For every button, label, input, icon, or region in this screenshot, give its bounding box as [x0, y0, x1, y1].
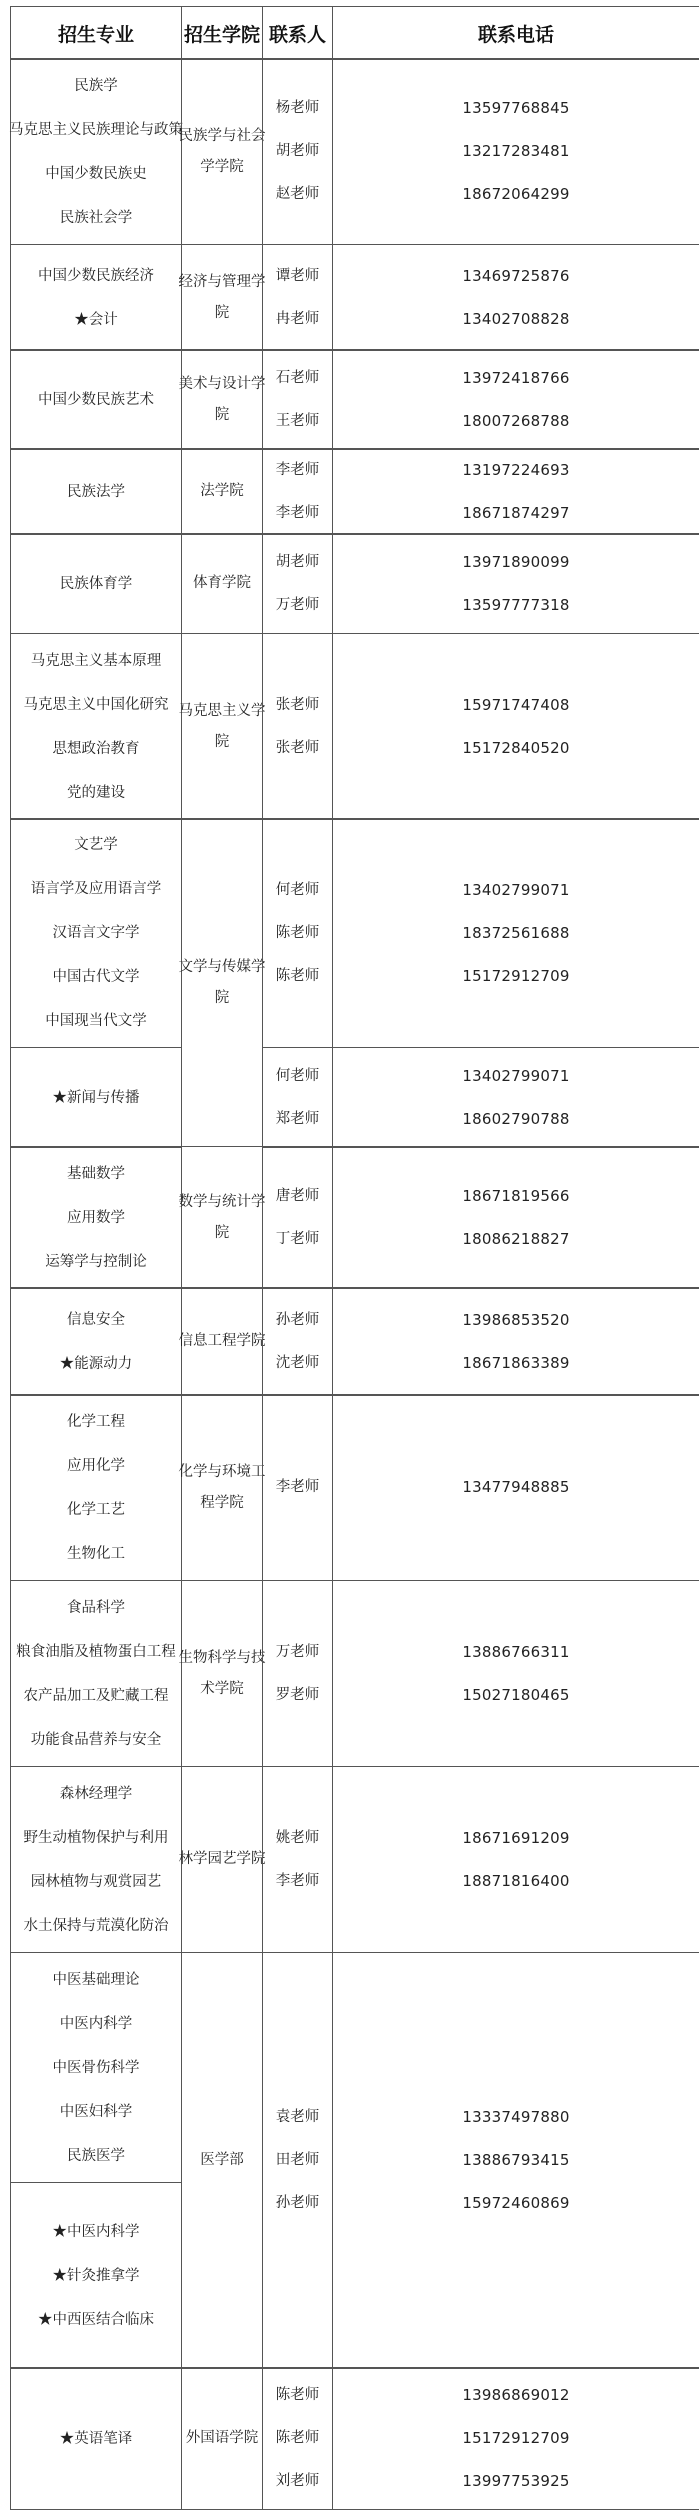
major-name: 民族体育学	[59, 575, 133, 592]
college-name: 美术与设计学院	[178, 375, 266, 423]
header-major: 招生专业	[10, 6, 182, 60]
major-cell	[10, 2182, 182, 2369]
major-name: 基础数学	[67, 1165, 125, 1182]
major-name: ★新闻与传播	[52, 1089, 140, 1106]
major-name: 马克思主义中国化研究	[23, 696, 169, 713]
college-name: 法学院	[200, 483, 244, 499]
major-name: 森林经理学	[59, 1785, 133, 1802]
college-cell	[178, 1766, 266, 1953]
major-name: 水土保持与荒漠化防治	[23, 1917, 169, 1934]
header-phone: 联系电话	[332, 6, 699, 60]
contact-name: 何老师	[275, 881, 320, 898]
major-name: 中国少数民族艺术	[38, 391, 154, 408]
major-name: 马克思主义民族理论与政策	[9, 121, 183, 138]
phone-number: 13997753925	[462, 2472, 570, 2490]
contact-name: 田老师	[275, 2152, 320, 2168]
contact-name: 丁老师	[275, 1230, 320, 1247]
phone-number: 18086218827	[462, 1229, 570, 1248]
college-cell	[178, 1580, 266, 1767]
phone-number: 13986869012	[462, 2386, 570, 2404]
contact-name: 谭老师	[275, 267, 320, 284]
college-name: 化学与环境工程学院	[178, 1463, 266, 1511]
contact-cell	[262, 533, 333, 634]
contact-name: 冉老师	[275, 310, 320, 327]
college-cell	[181, 1952, 263, 2369]
phone-number: 15172912709	[462, 2429, 570, 2447]
phone-number: 13402799071	[462, 880, 570, 899]
phone-number: 13477948885	[462, 1478, 570, 1496]
phone-number: 15172912709	[462, 966, 570, 985]
college-name: 信息工程学院	[178, 1333, 266, 1349]
contact-name: 沈老师	[275, 1354, 320, 1371]
major-cell	[10, 533, 182, 634]
phone-number: 13597768845	[462, 99, 570, 117]
contact-name: 赵老师	[275, 186, 320, 202]
major-name: 民族法学	[67, 483, 125, 500]
college-cell	[178, 58, 266, 245]
major-name: 园林植物与观赏园艺	[30, 1873, 162, 1890]
phone-number: 13986853520	[462, 1310, 570, 1329]
contact-name: 李老师	[275, 504, 320, 521]
contact-name: 李老师	[275, 1479, 320, 1495]
phone-number: 13972418766	[462, 368, 570, 387]
phone-number: 13886793415	[462, 2151, 570, 2169]
contact-name: 石老师	[275, 369, 320, 386]
major-name: 食品科学	[67, 1599, 125, 1616]
phone-cell	[332, 1952, 699, 2369]
major-name: ★中医内科学	[52, 2223, 140, 2240]
phone-number: 15972460869	[462, 2194, 570, 2212]
major-name: 党的建设	[67, 784, 125, 801]
college-cell	[181, 2367, 263, 2510]
contact-cell	[262, 1394, 333, 1581]
contact-name: 胡老师	[275, 553, 320, 570]
college-cell	[178, 818, 266, 1147]
major-name: ★英语笔译	[59, 2430, 133, 2447]
major-name: ★针灸推拿学	[52, 2267, 140, 2284]
phone-cell	[332, 349, 699, 450]
college-cell	[178, 1394, 266, 1581]
phone-cell	[332, 1394, 699, 1581]
contact-name: 刘老师	[275, 2473, 320, 2489]
major-name: 民族学	[74, 77, 118, 94]
phone-number: 13337497880	[462, 2108, 570, 2126]
contact-name: 罗老师	[275, 1686, 320, 1703]
contact-name: 唐老师	[275, 1187, 320, 1204]
major-name: 中医骨伤科学	[52, 2059, 140, 2076]
phone-number: 13886766311	[462, 1642, 570, 1661]
major-cell	[10, 633, 182, 820]
college-cell	[181, 448, 263, 535]
college-cell	[181, 533, 263, 634]
major-cell	[10, 349, 182, 450]
phone-number: 13402708828	[462, 309, 570, 328]
contact-name: 李老师	[275, 461, 320, 478]
major-name: 运筹学与控制论	[45, 1253, 147, 1270]
contact-name: 杨老师	[275, 100, 320, 116]
phone-number: 18671874297	[462, 503, 570, 522]
major-name: 中医内科学	[59, 2015, 133, 2032]
major-cell	[10, 448, 182, 535]
major-cell	[10, 1047, 182, 1148]
major-name: 粮食油脂及植物蛋白工程	[16, 1643, 176, 1660]
phone-number: 18871816400	[462, 1871, 570, 1890]
major-name: 信息安全	[67, 1311, 125, 1328]
phone-cell	[332, 2367, 699, 2510]
phone-number: 13597777318	[462, 595, 570, 614]
header-contact: 联系人	[262, 6, 333, 60]
major-name: 野生动植物保护与利用	[23, 1829, 169, 1846]
contact-name: 万老师	[275, 1643, 320, 1660]
phone-number: 13971890099	[462, 552, 570, 571]
contact-name: 万老师	[275, 596, 320, 613]
contact-cell	[262, 1766, 333, 1953]
major-cell	[10, 2367, 182, 2510]
college-name: 经济与管理学院	[178, 273, 266, 321]
major-name: 农产品加工及贮藏工程	[23, 1687, 169, 1704]
contact-name: 陈老师	[275, 2430, 320, 2446]
major-name: 应用化学	[67, 1457, 125, 1474]
major-cell	[10, 1580, 182, 1767]
contact-cell	[262, 244, 333, 351]
major-name: 化学工艺	[67, 1501, 125, 1518]
major-name: ★中西医结合临床	[38, 2311, 154, 2328]
phone-number: 15971747408	[462, 695, 570, 714]
contact-name: 孙老师	[275, 2195, 320, 2211]
major-name: 民族社会学	[59, 209, 133, 226]
college-name: 马克思主义学院	[178, 702, 266, 750]
phone-number: 15027180465	[462, 1685, 570, 1704]
contact-cell	[262, 349, 333, 450]
major-name: 化学工程	[67, 1413, 125, 1430]
contact-cell	[262, 818, 333, 1048]
college-name: 体育学院	[193, 575, 251, 591]
phone-cell	[332, 533, 699, 634]
phone-number: 18007268788	[462, 411, 570, 430]
major-cell	[10, 1952, 182, 2183]
header-college: 招生学院	[181, 6, 263, 60]
major-name: 功能食品营养与安全	[30, 1731, 162, 1748]
major-cell	[10, 58, 182, 245]
contact-name: 孙老师	[275, 1311, 320, 1328]
major-name: 中国少数民族史	[45, 165, 147, 182]
contact-cell	[262, 633, 333, 820]
phone-cell	[332, 1580, 699, 1767]
phone-number: 15172840520	[462, 738, 570, 757]
college-cell	[178, 244, 266, 351]
college-name: 林学园艺学院	[178, 1851, 266, 1867]
major-name: ★会计	[74, 311, 118, 328]
college-name: 民族学与社会学学院	[178, 127, 266, 175]
major-name: 中国古代文学	[52, 969, 140, 985]
contact-name: 胡老师	[275, 143, 320, 159]
college-name: 医学部	[200, 2152, 244, 2168]
phone-number: 18602790788	[462, 1109, 570, 1128]
major-cell	[10, 1287, 182, 1396]
phone-cell	[332, 1766, 699, 1953]
contact-name: 姚老师	[275, 1829, 320, 1846]
college-name: 外国语学院	[185, 2430, 259, 2446]
phone-number: 13197224693	[462, 460, 570, 479]
contact-name: 王老师	[275, 412, 320, 429]
major-name: 中医妇科学	[59, 2103, 133, 2120]
phone-cell	[332, 1146, 699, 1289]
phone-number: 13402799071	[462, 1066, 570, 1085]
phone-cell	[332, 1047, 699, 1148]
major-name: 语言学及应用语言学	[30, 881, 162, 897]
major-cell	[10, 244, 182, 351]
major-cell	[10, 1766, 182, 1953]
college-name: 生物科学与技术学院	[178, 1649, 266, 1697]
phone-cell	[332, 58, 699, 245]
contact-name: 张老师	[275, 696, 320, 713]
contact-cell	[262, 1580, 333, 1767]
major-name: 中国现当代文学	[45, 1013, 147, 1029]
college-cell	[178, 349, 266, 450]
contact-name: 陈老师	[275, 967, 320, 984]
contact-cell	[262, 2367, 333, 2510]
major-cell	[10, 818, 182, 1048]
major-name: 思想政治教育	[52, 740, 140, 757]
major-name: 中医基础理论	[52, 1971, 140, 1988]
phone-number: 18671819566	[462, 1186, 570, 1205]
phone-number: 18671691209	[462, 1828, 570, 1847]
contact-cell	[262, 1047, 333, 1148]
contact-name: 袁老师	[275, 2109, 320, 2125]
contact-name: 郑老师	[275, 1110, 320, 1127]
contact-cell	[262, 1952, 333, 2369]
major-cell	[10, 1394, 182, 1581]
phone-cell	[332, 244, 699, 351]
phone-cell	[332, 448, 699, 535]
contact-name: 何老师	[275, 1067, 320, 1084]
enrollment-contact-table	[10, 6, 699, 2510]
phone-number: 13469725876	[462, 266, 570, 285]
major-name: 民族医学	[67, 2147, 125, 2164]
phone-number: 18672064299	[462, 185, 570, 203]
contact-cell	[262, 1287, 333, 1396]
contact-cell	[262, 58, 333, 245]
phone-cell	[332, 633, 699, 820]
college-name: 文学与传媒学院	[178, 958, 266, 1006]
contact-name: 李老师	[275, 1872, 320, 1889]
phone-number: 18372561688	[462, 923, 570, 942]
phone-number: 13217283481	[462, 142, 570, 160]
phone-number: 18671863389	[462, 1353, 570, 1372]
major-name: 应用数学	[67, 1209, 125, 1226]
college-cell	[178, 1287, 266, 1396]
major-name: 汉语言文字学	[52, 925, 140, 941]
contact-cell	[262, 448, 333, 535]
college-cell	[178, 633, 266, 820]
major-cell	[10, 1146, 182, 1289]
contact-name: 陈老师	[275, 924, 320, 941]
college-name: 数学与统计学院	[178, 1193, 266, 1241]
contact-name: 张老师	[275, 739, 320, 756]
phone-cell	[332, 1287, 699, 1396]
major-name: 中国少数民族经济	[38, 267, 154, 284]
college-cell	[178, 1146, 266, 1289]
major-name: 文艺学	[74, 837, 118, 853]
major-name: 生物化工	[67, 1545, 125, 1562]
contact-name: 陈老师	[275, 2387, 320, 2403]
major-name: 马克思主义基本原理	[30, 652, 162, 669]
major-name: ★能源动力	[59, 1355, 133, 1372]
contact-cell	[262, 1146, 333, 1289]
phone-cell	[332, 818, 699, 1048]
